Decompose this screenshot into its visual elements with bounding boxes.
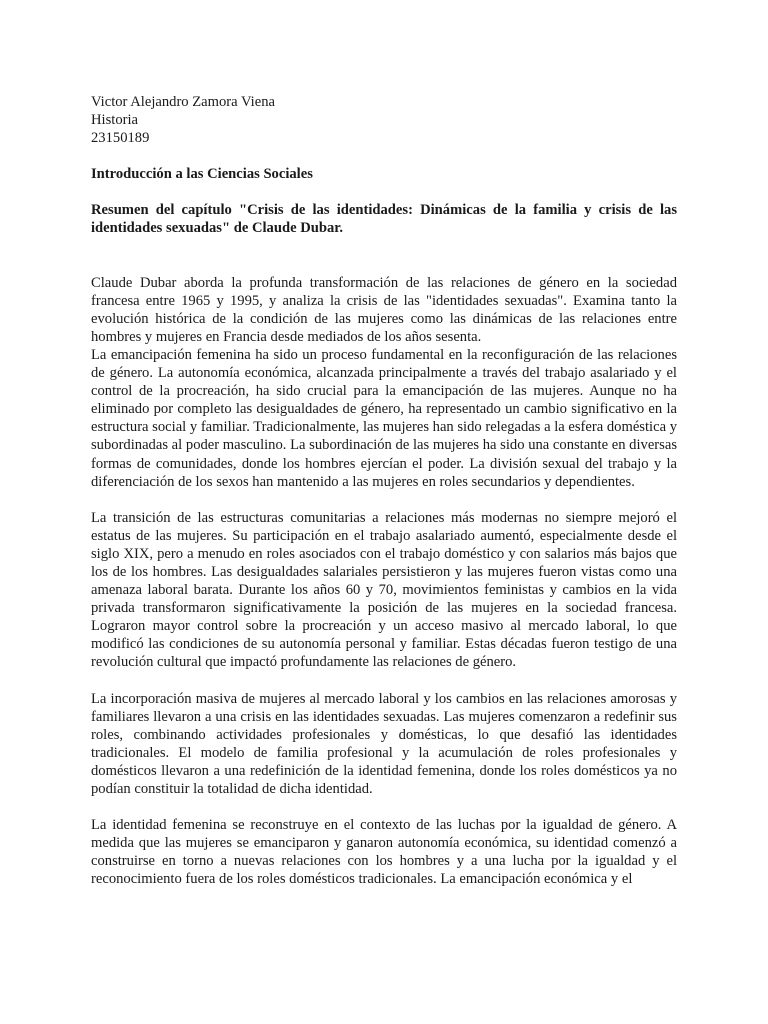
subject-name: Historia [91,112,139,129]
paragraph-crisis: La incorporación masiva de mujeres al mercado laboral y los cambios en las relaciones amorosas y familiares llevaron a una crisis en las identidades sexuadas. Las mujeres comenzaron a redefinir sus roles, combinando actividades profesionales y domésticas, lo que desafió las identidades tradicionales. El modelo de familia profesional y la acumulación de roles profesionales y domésticos llevaron a una redefinición de la identidad femenina, donde los roles domésticos ya no podían constituir la totalidad de dicha identidad. [91,690,677,797]
paragraph-transition: La transición de las estructuras comunitarias a relaciones más modernas no siempre mejoró el estatus de las mujeres. Su participación en el trabajo asalariado aumentó, especialmente desde el siglo XIX, pero a menudo en roles asociados con el trabajo doméstico y con salarios más bajos que los de los hombres. Las desigualdades salariales persistieron y las mujeres fueron vistas como una amenaza laboral barata. Durante los años 60 y 70, movimientos feministas y cambios en la vida privada transformaron significativamente la posición de las mujeres en la sociedad francesa. Lograron mayor control sobre la procreación y un acceso masivo al mercado laboral, lo que modificó las condiciones de su autonomía personal y familiar. Estas décadas fueron testigo de una revolución cultural que impactó profundamente las relaciones de género. [91,509,677,671]
paragraph-identity: La identidad femenina se reconstruye en el contexto de las luchas por la igualdad de género. A medida que las mujeres se emanciparon y ganaron autonomía económica, su identidad comenzó a construirse en torno a nuevas relaciones con los hombres y a una lucha por la igualdad y el reconocimiento fuera de los roles domésticos tradicionales. La emancipación económica y el [91,817,677,888]
author-name: Victor Alejandro Zamora Viena [91,94,275,110]
course-title: Introducción a las Ciencias Sociales [91,166,313,183]
document-content [91,93,677,888]
summary-title: Resumen del capítulo "Crisis de las identidades: Dinámicas de la familia y crisis de las identidades sexuadas" de Claude Dubar. [91,202,677,237]
paragraph-emancipation: La emancipación femenina ha sido un proceso fundamental en la reconfiguración de las relaciones de género. La autonomía económica, alcanzada principalmente a través del trabajo asalariado y el control de la procreación, ha sido crucial para la emancipación de las mujeres. Aunque no ha eliminado por completo las desigualdades de género, ha representado un cambio significativo en la estructura social y familiar. Tradicionalmente, las mujeres han sido relegadas a la esfera doméstica y subordinadas al poder masculino. La subordinación de las mujeres ha sido una constante en diversas formas de comunidades, donde los hombres ejercían el poder. La división sexual del trabajo y la diferenciación de los sexos han mantenido a las mujeres en roles secundarios y dependientes. [91,346,677,490]
paragraph-intro: Claude Dubar aborda la profunda transformación de las relaciones de género en la sociedad francesa entre 1965 y 1995, y analiza la crisis de las "identidades sexuadas". Examina tanto la evolución histórica de la condición de las mujeres como las dinámicas de las relaciones entre hombres y mujeres en Francia desde mediados de los años sesenta. [91,274,677,345]
student-id: 23150189 [91,130,150,147]
